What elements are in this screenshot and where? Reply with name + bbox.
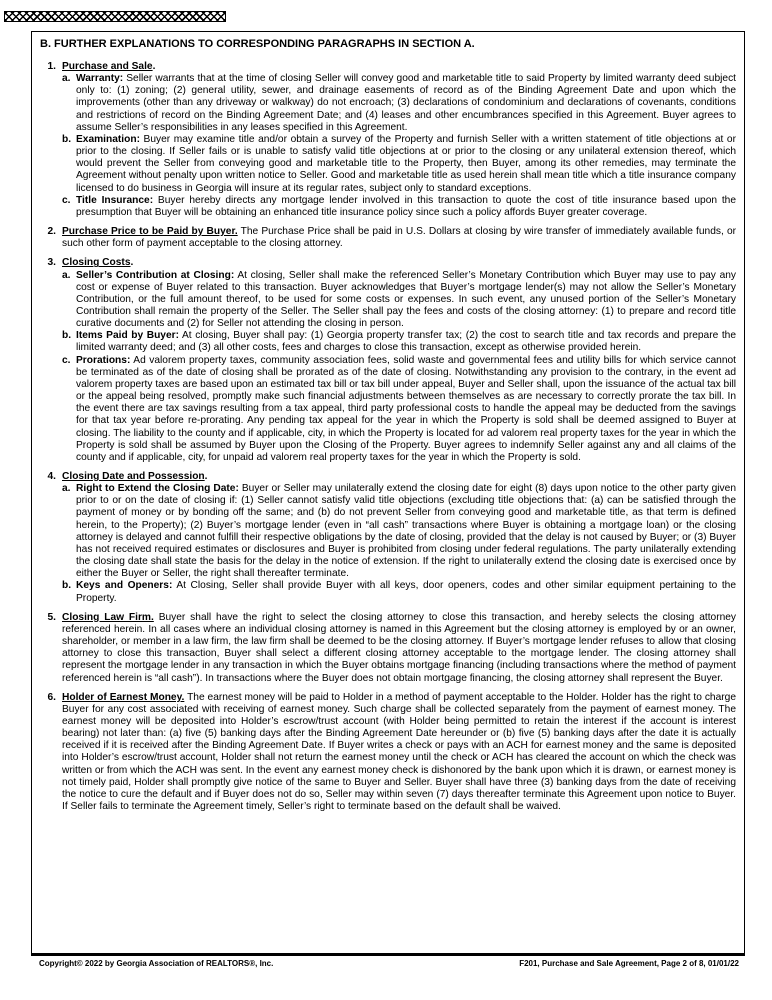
subparagraph-content: At Closing, Seller shall provide Buyer with all keys, door openers, codes and other similar equipment pertaining to the Property.: [76, 580, 736, 604]
subparagraph-content: Ad valorem property taxes, community association fees, solid waste and governmental fees and utility bills for which service cannot be terminated as of the date of closing shall be prorated as of the date of closing. Notwithstanding any provision to the contrary, in the event ad valorem property taxes are based upon an estimated tax bill or tax bill under appeal, Buyer and Seller shall, upon the issuance of the actual tax bill or the appeal being resolved, promptly make such financial adjustments between themselves as are necessary to correctly prorate the tax bill. In the event there are tax savings resulting from a tax appeal, third party professional costs to handle the appeal may be deducted from the savings for that tax year before re-prorating. Any pending tax appeal for the year in which the Property is sold shall be deemed assigned to Buyer at closing. The liability to the county and if applicable, city, in which the Property is located for ad valorem real property taxes for the year in which the Property is sold shall be assumed by Buyer upon the Closing of the Property. Buyer agrees to indemnify Seller against any and all claims of the county and if applicable, city, for unpaid ad valorem real property taxes for the year in which the Property is sold.: [76, 354, 736, 463]
subparagraph: [62, 195, 736, 219]
page-footer: [31, 954, 745, 970]
subparagraph: [62, 580, 736, 604]
subparagraph-heading: Items Paid by Buyer:: [76, 330, 179, 342]
paragraph-4: [40, 471, 736, 605]
paragraph-title-suffix: .: [152, 61, 156, 72]
subparagraph-letter: b.: [62, 580, 72, 592]
paragraph-title: Holder of Earnest Money.: [62, 691, 185, 703]
subparagraph-content: At closing, Seller shall make the referenced Seller’s Monetary Contribution which Buyer may use to pay any cost or expense of Buyer related to this transaction. Buyer acknowledges that Buyer’s mortgage lender(s) may not allow the Seller’s Monetary Contribution, or the full amount thereof, to be used for some costs or expenses. In such event, any unused portion of the Seller’s Monetary Contribution shall remain the property of the Seller. The Seller shall pay the fees and costs of the closing attorney: (1) to prepare and record title curative documents and (2) for Seller not attending the closing in person.: [76, 269, 736, 330]
subparagraph-heading: Title Insurance:: [76, 194, 154, 206]
subparagraph: [62, 134, 736, 195]
paragraph-body: [62, 612, 736, 685]
paragraph-title: Closing Date and Possession: [62, 471, 205, 482]
subparagraph-content: Buyer or Seller may unilaterally extend the closing date for eight (8) days upon notice to the other party given prior to or on the date of closing if: (1) Seller cannot satisfy valid title objections (excluding title objections that: (a) can be satisfied through the payment of money or by bonding off the same; and (b) do not prevent Seller from conveying good and marketable title, as that term is defined herein, to the Property); (2) Buyer’s mortgage lender (even in “all cash” transactions where Buyer is obtaining a mortgage loan) or the closing attorney is delayed and cannot fulfill their respective obligations by the date of closing, provided that the delay is not caused by Buyer; or (3) Buyer has not received required estimates or disclosures and Buyer is prohibited from closing under federal regulations. The party unilaterally extending the closing date shall state the basis for the delay in the notice of extension. If the right to unilaterally extend the closing date is exercised once by either the Buyer or Seller, the right shall thereafter terminate.: [76, 483, 736, 580]
subparagraph-letter: a.: [62, 73, 71, 85]
document-frame: [31, 31, 745, 954]
subparagraph-heading: Seller’s Contribution at Closing:: [76, 269, 235, 281]
paragraph-lead: [62, 61, 736, 73]
paragraph-body: [62, 471, 736, 605]
subparagraph-letter: b.: [62, 133, 72, 145]
subparagraph: [62, 270, 736, 331]
subparagraph-content: At closing, Buyer shall pay: (1) Georgia property transfer tax; (2) the cost to search title and tax records and prepare the limited warranty deed; and (3) all other costs, fees and charges to close this transaction, except as otherwise provided herein.: [76, 330, 736, 354]
subparagraph-text: [76, 195, 736, 219]
paragraph-title-suffix: .: [130, 257, 134, 269]
paragraph-3: [40, 257, 736, 464]
paragraph-number: 2.: [47, 226, 56, 238]
subparagraph-heading: Warranty:: [76, 73, 124, 85]
subparagraph-text: [76, 355, 736, 464]
subparagraph-text: [76, 483, 736, 580]
subparagraph-letter: a.: [62, 483, 71, 495]
paragraph-2: [40, 226, 736, 250]
subparagraph-text: [76, 73, 736, 134]
subparagraph-letter: a.: [62, 269, 71, 281]
subparagraph-content: Buyer hereby directs any mortgage lender involved in this transaction to quote the cost of title insurance based upon the presumption that Buyer will be obtaining an enhanced title insurance policy since such a policy affords Buyer greater coverage.: [76, 194, 737, 218]
paragraph-title: Purchase and Sale: [62, 61, 153, 72]
subparagraph-heading: Examination:: [76, 133, 140, 145]
paragraph-title-suffix: .: [204, 471, 208, 482]
paragraph-title: Closing Law Firm.: [62, 611, 154, 623]
paragraph-lead: [62, 692, 736, 814]
subparagraph-letter: c.: [62, 354, 71, 366]
subparagraph: [62, 73, 736, 134]
subparagraph-heading: Right to Extend the Closing Date:: [76, 483, 239, 495]
paragraph-number: 6.: [47, 691, 56, 703]
paragraph-number: 4.: [47, 471, 56, 482]
subparagraph: [62, 355, 736, 464]
paragraph-title: Purchase Price to be Paid by Buyer.: [62, 226, 238, 238]
subparagraph-text: [76, 580, 736, 604]
footer-copyright: Copyright© 2022 by Georgia Association of REALTORS®, Inc.: [39, 958, 274, 968]
subparagraph-heading: Keys and Openers:: [76, 580, 173, 592]
paragraph-body: [62, 61, 736, 219]
section-title: B. FURTHER EXPLANATIONS TO CORRESPONDING PARAGRAPHS IN SECTION A.: [40, 38, 475, 50]
paragraph-number: 5.: [47, 611, 56, 623]
subparagraph: [62, 330, 736, 354]
subparagraph-text: [76, 330, 736, 354]
paragraph-list: [40, 61, 736, 813]
paragraph-lead: [62, 612, 736, 685]
subparagraph-letter: b.: [62, 330, 72, 342]
paragraph-body: [62, 226, 736, 250]
subparagraph-content: Seller warrants that at the time of closing Seller will convey good and marketable title to said Property by limited warranty deed subject only to: (1) zoning; (2) general utility, sewer, and drainage easements of record as of the Binding Agreement Date and upon which the improvements (other than any driveway or walkway) do not encroach; (3) declarations of condominium and declarations of covenants, conditions and restrictions of record on the Binding Agreement Date; and (4) leases and other encumbrances specified in this Agreement. Buyer agrees to assume Seller’s responsibilities in any leases specified in this Agreement.: [76, 73, 736, 133]
subparagraph-heading: Prorations:: [76, 354, 131, 366]
subparagraph-letter: c.: [62, 194, 71, 206]
paragraph-lead: [62, 471, 736, 483]
paragraph-number: 3.: [47, 257, 56, 269]
paragraph-6: [40, 692, 736, 814]
footer-form-info: F201, Purchase and Sale Agreement, Page 2 of 8, 01/01/22: [519, 958, 739, 968]
subparagraph-content: Buyer may examine title and/or obtain a survey of the Property and furnish Seller with a written statement of title objections at or prior to the closing. If Seller fails or is unable to satisfy valid title objections at or prior to the closing or any unilateral extension thereof, which would prevent the Seller from conveying good and marketable title to the Property, then Buyer, among its other remedies, may terminate the Agreement without penalty upon written notice to Seller. Good and marketable title as used herein shall mean title which a title insurance company licensed to do business in Georgia will insure at its regular rates, subject only to standard exceptions.: [76, 133, 736, 194]
paragraph-intro: The Purchase Price shall be paid in U.S. Dollars at closing by wire transfer of immediately available funds, or such other form of payment acceptable to the closing attorney.: [62, 226, 737, 250]
paragraph-lead: [62, 257, 736, 269]
paragraph-number: 1.: [47, 61, 56, 72]
subparagraph-text: [76, 134, 736, 195]
paragraph-body: [62, 692, 736, 814]
subparagraph-text: [76, 270, 736, 331]
paragraph-5: [40, 612, 736, 685]
paragraph-intro: The earnest money will be paid to Holder in a method of payment acceptable to the Holder. Holder has the right to charge Buyer for any cost associated with receiving of earnest money. Such charge shall be collected separately from the payment of earnest money. The earnest money will be deposited into Holder’s escrow/trust account (with Holder being permitted to retain the interest if the account is interest bearing) not later than: (a) five (5) banking days after the Binding Agreement Date hereunder or (b) five (5) banking days after the date it is actually received if it is received after the Binding Agreement Date. If Buyer writes a check or pays with an ACH for earnest money and the same is deposited into Holder’s escrow/trust account, Holder shall not return the earnest money until the check or ACH has cleared the account on which the check was written or from which the ACH was sent. In the event any earnest money check is dishonored by the bank upon which it is drawn, or earnest money is not timely paid, Holder shall promptly give notice of the same to Buyer and Seller. Buyer shall have three (3) banking days from the date of receiving the notice to cure the default and if Buyer does not do so, Seller may within seven (7) days thereafter terminate this Agreement upon notice to Buyer. If Seller fails to terminate the Agreement timely, Seller’s right to terminate based on the default shall be waived.: [62, 691, 736, 813]
paragraph-lead: [62, 226, 736, 250]
paragraph-body: [62, 257, 736, 464]
paragraph-intro: Buyer shall have the right to select the closing attorney to close this transaction, and hereby selects the closing attorney referenced herein. In all cases where an individual closing attorney is named in this Agreement but the closing attorney is employed by or an owner, shareholder, or member in a law firm, the law firm shall be deemed to be the closing attorney. If Buyer’s mortgage lender refuses to allow that closing attorney to close this transaction, Buyer shall select a different closing attorney acceptable to the mortgage lender. The closing attorney shall represent the mortgage lender in any transaction in which the Buyer obtains mortgage financing (including transactions where the method of payment referenced herein is “all cash”). In transactions where the Buyer does not obtain mortgage financing, the closing attorney shall represent the Buyer.: [62, 611, 737, 684]
subparagraph: [62, 483, 736, 580]
paragraph-1: [40, 61, 736, 219]
header-hatch-bar: [4, 11, 226, 22]
paragraph-title: Closing Costs: [62, 257, 131, 269]
